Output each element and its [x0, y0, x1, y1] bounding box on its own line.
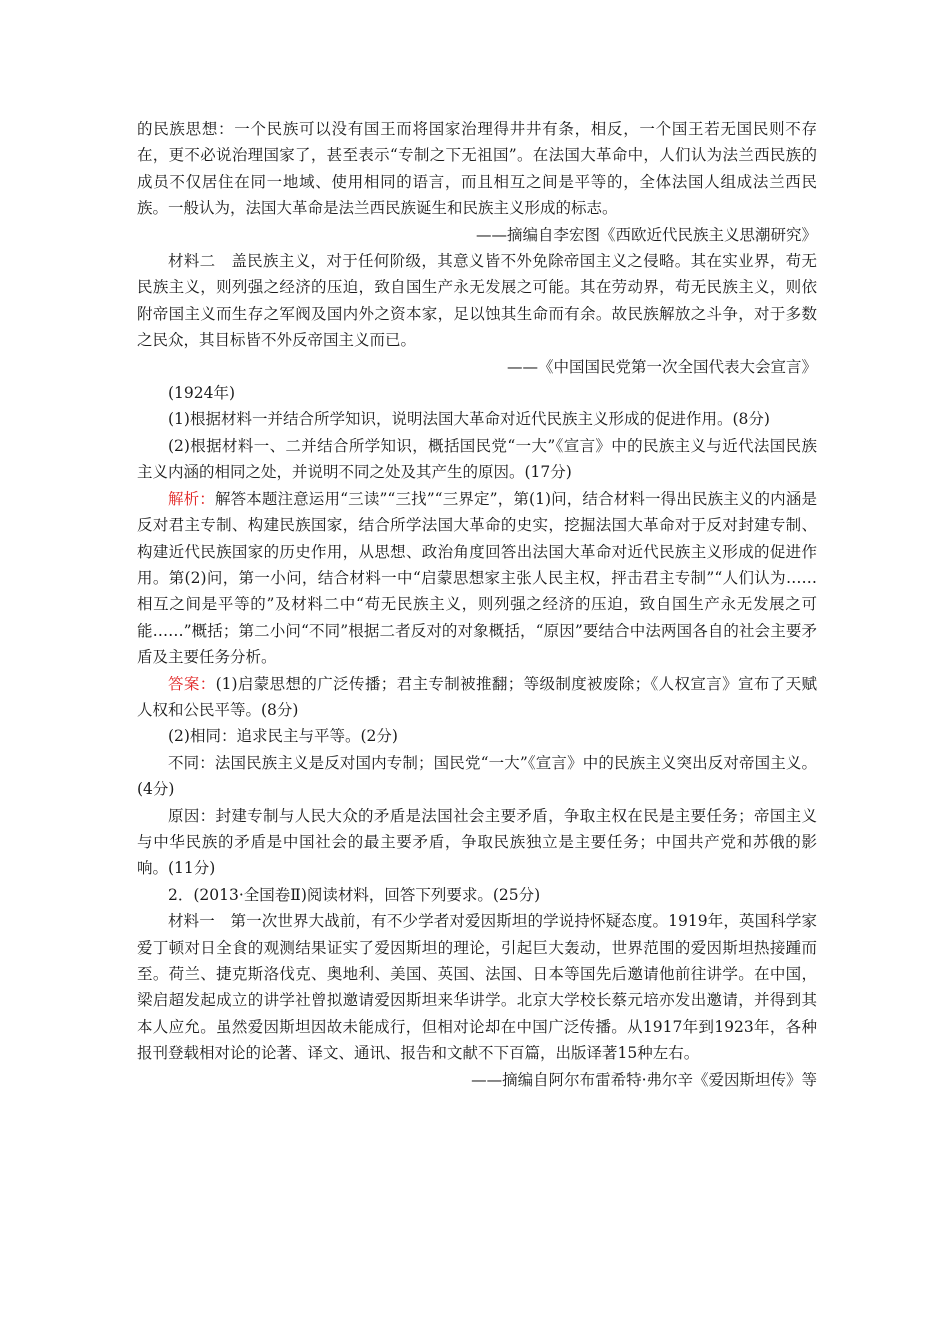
- answer1-paragraph: [137, 671, 817, 724]
- analysis-text: 解答本题注意运用“三读”“三找”“三界定”，第(1)问，结合材料一得出民族主义的内涵是反对君主专制、构建民族国家，结合所学法国大革命的史实，挖掘法国大革命对于反对封建专制、构建近代民族国家的历史作用，从思想、政治角度回答出法国大革命对近代民族主义形成的促进作用。第(2)问，第一小问，结合材料一中“启蒙思想家主张人民主权，抨击君主专制”“人们认为……相互之间是平等的”及材料二中“苟无民族主义，则列强之经济的压迫，致自国生产永无发展之可能……”概括；第二小问“不同”根据二者反对的对象概括，“原因”要结合中法两国各自的社会主要矛盾及主要任务分析。: [137, 489, 817, 667]
- material2-paragraph: 材料二 盖民族主义，对于任何阶级，其意义皆不外免除帝国主义之侵略。其在实业界，苟无民族主义，则列强之经济的压迫，致自国生产永无发展之可能。其在劳动界，苟无民族主义，则依附帝国主义而生存之军阀及国内外之资本家，足以蚀其生命而有余。故民族解放之斗争，对于多数之民众，其目标皆不外反帝国主义而已。: [137, 252, 817, 350]
- q2-material1-paragraph: 材料一 第一次世界大战前，有不少学者对爱因斯坦的学说持怀疑态度。1919年，英国科学家爱丁顿对日全食的观测结果证实了爱因斯坦的理论，引起巨大轰动，世界范围的爱因斯坦热接踵而至。荷兰、捷克斯洛伐克、奥地利、美国、英国、法国、日本等国先后邀请他前往讲学。在中国，梁启超发起成立的讲学社曾拟邀请爱因斯坦来华讲学。北京大学校长蔡元培亦发出邀请，并得到其本人应允。虽然爱因斯坦因故未能成行，但相对论却在中国广泛传播。从1917年到1923年，各种报刊登载相对论的论著、译文、通讯、报告和文献不下百篇，出版译著15种左右。: [137, 912, 817, 1063]
- document-page: [137, 116, 817, 1093]
- question-2-header: 2．(2013·全国卷Ⅱ)阅读材料，回答下列要求。(25分): [168, 885, 541, 904]
- answer-label: 答案：: [168, 674, 216, 693]
- material2-source-citation: ——《中国国民党第一次全国代表大会宣言》: [506, 357, 817, 376]
- material1-continued-paragraph: 的民族思想：一个民族可以没有国王而将国家治理得井井有条，相反，一个国王若无国民则不存在，更不必说治理国家了，甚至表示“专制之下无祖国”。在法国大革命中，人们认为法兰西民族的成员不仅居住在同一地域、使用相同的语言，而且相互之间是平等的，全体法国人组成法兰西民族。一般认为，法国大革命是法兰西民族诞生和民族主义形成的标志。: [137, 120, 817, 218]
- material2-year: (1924年): [168, 384, 236, 403]
- answer1-text: (1)启蒙思想的广泛传播；君主专制被推翻；等级制度被废除；《人权宣言》宣布了天赋人权和公民平等。(8分): [137, 674, 817, 719]
- question1: (1)根据材料一并结合所学知识，说明法国大革命对近代民族主义形成的促进作用。(8分): [168, 410, 770, 429]
- material1-source-citation: ——摘编自李宏图《西欧近代民族主义思潮研究》: [475, 225, 817, 244]
- analysis-label: 解析：: [168, 489, 215, 508]
- question2: (2)根据材料一、二并结合所学知识，概括国民党“一大”《宣言》中的民族主义与近代法国民族主义内涵的相同之处，并说明不同之处及其产生的原因。(17分): [137, 436, 817, 482]
- answer2-diff: 不同：法国民族主义是反对国内专制；国民党“一大”《宣言》中的民族主义突出反对帝国主义。(4分): [137, 753, 817, 799]
- answer2-reason: 原因：封建专制与人民大众的矛盾是法国社会主要矛盾，争取主权在民是主要任务；帝国主义与中华民族的矛盾是中国社会的最主要矛盾，争取民族独立是主要任务；中国共产党和苏俄的影响。(11分): [137, 806, 817, 878]
- answer2-same: (2)相同：追求民主与平等。(2分): [168, 727, 398, 746]
- analysis-paragraph: [137, 486, 817, 671]
- q2-material1-source-citation: ——摘编自阿尔布雷希特·弗尔辛《爱因斯坦传》等: [471, 1070, 817, 1089]
